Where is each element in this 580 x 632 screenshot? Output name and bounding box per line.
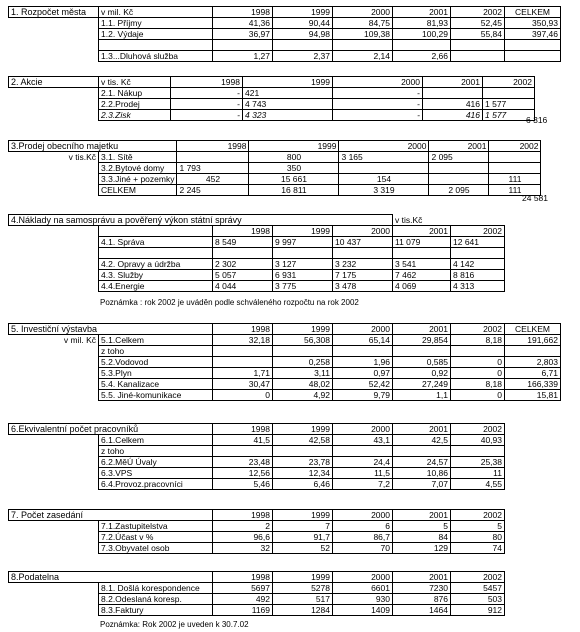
year-header: 2001 xyxy=(393,7,451,18)
year-header: 2001 xyxy=(393,424,451,435)
table-row: 4.1. Správa 8 549 9 997 10 437 11 079 12 641 xyxy=(9,237,505,248)
year-header: 1999 xyxy=(249,141,339,152)
year-header: 1999 xyxy=(273,510,333,521)
section-pracovnici xyxy=(8,423,505,490)
table-row: 6.4.Provoz.pracovníci 5,46 6,46 7,2 7,07 4,55 xyxy=(9,479,505,490)
year-header: 2000 xyxy=(333,324,393,335)
unit-label: v tis. Kč xyxy=(99,77,171,88)
prodej-total: 24 581 xyxy=(522,193,548,203)
akcie-total: 6 316 xyxy=(526,115,548,125)
table-row: 7.2.Účast v % 96,6 91,7 86,7 84 80 xyxy=(9,532,505,543)
unit-label: v mil. Kč xyxy=(99,7,213,18)
year-header: 1998 xyxy=(213,324,273,335)
table-investice xyxy=(8,323,561,401)
table-row: v tis.Kč 3.1. Sítě 800 3 165 2 095 xyxy=(9,152,541,163)
section-naklady xyxy=(8,214,505,292)
table-row: 1.1. Příjmy 41,36 90,44 84,75 81,93 52,45 350,93 xyxy=(9,18,561,29)
table-row: 8.2.Odeslaná koresp. 492 517 930 876 503 xyxy=(9,594,505,605)
section-title: 8.Podatelna xyxy=(9,572,213,583)
table-row: 7.1.Zastupitelstva 2 7 6 5 5 xyxy=(9,521,505,532)
year-header: 2002 xyxy=(483,77,535,88)
unit-label: v tis.Kč xyxy=(68,152,96,163)
total-header: CELKEM xyxy=(505,7,561,18)
year-header: 2000 xyxy=(333,424,393,435)
section-akcie xyxy=(8,76,535,121)
section-title: 5. Investiční výstavba xyxy=(9,324,213,335)
table-row: 7.3.Obyvatel osob 32 52 70 129 74 xyxy=(9,543,505,554)
podatelna-note: Poznámka: Rok 2002 je uveden k 30.7.02 xyxy=(100,620,249,629)
section-title: 7. Počet zasedání xyxy=(9,510,213,521)
unit-label: v tis.Kč xyxy=(395,214,423,225)
table-akcie xyxy=(8,76,535,121)
year-header: 2001 xyxy=(423,77,483,88)
year-header: 2000 xyxy=(333,77,423,88)
table-zasedani xyxy=(8,509,505,554)
year-header: 2000 xyxy=(333,572,393,583)
table-prodej-majetku xyxy=(8,140,541,196)
year-header: 2000 xyxy=(333,510,393,521)
table-naklady xyxy=(8,214,505,292)
table-row: 5.2.Vodovod 0,258 1,96 0,585 0 2,803 xyxy=(9,357,561,368)
table-row: 3.3.Jiné + pozemky 452 15 661 154 111 xyxy=(9,174,541,185)
section-title: 6.Ekvivalentní počet pracovníků xyxy=(9,424,213,435)
section-title: 2. Akcie xyxy=(9,77,99,88)
table-row: z toho xyxy=(9,446,505,457)
table-row: 1.3...Dluhová služba 1,27 2,37 2,14 2,66 xyxy=(9,51,561,62)
total-header: CELKEM xyxy=(505,324,561,335)
year-header: 2001 xyxy=(393,324,451,335)
year-header: 1999 xyxy=(273,7,333,18)
section-investice xyxy=(8,323,561,401)
year-header: 1998 xyxy=(213,7,273,18)
table-row: z toho xyxy=(9,346,561,357)
year-header: 2002 xyxy=(451,7,505,18)
table-podatelna xyxy=(8,571,505,616)
table-row: 5.3.Plyn 1,71 3,11 0,97 0,92 0 6,71 xyxy=(9,368,561,379)
year-header: 2002 xyxy=(451,510,505,521)
year-header: 1999 xyxy=(273,424,333,435)
unit-label: v mil. Kč xyxy=(63,335,96,346)
year-header: 1998 xyxy=(177,141,249,152)
year-header: 2002 xyxy=(451,572,505,583)
year-header: 1998 xyxy=(213,226,273,237)
naklady-note: Poznámka : rok 2002 je uváděn podle schváleného rozpočtu na rok 2002 xyxy=(100,298,359,307)
table-row: 6.3.VPS 12,56 12,34 11,5 10,86 11 xyxy=(9,468,505,479)
year-header: 1999 xyxy=(243,77,333,88)
table-row: 5.4. Kanalizace 30,47 48,02 52,42 27,249 8,18 166,339 xyxy=(9,379,561,390)
table-pracovnici xyxy=(8,423,505,490)
table-row: 4.4.Energie 4 044 3 775 3 478 4 069 4 313 xyxy=(9,281,505,292)
year-header: 1999 xyxy=(273,572,333,583)
table-row: 1.2. Výdaje 36,97 94,98 109,38 100,29 55,84 397,46 xyxy=(9,29,561,40)
section-zasedani xyxy=(8,509,505,554)
table-row: 2.3.Zisk - 4 323 - 416 1 577 xyxy=(9,110,535,121)
table-rozpocet xyxy=(8,6,561,62)
year-header: 2000 xyxy=(333,226,393,237)
year-header: 1998 xyxy=(213,510,273,521)
year-header: 2000 xyxy=(333,7,393,18)
year-header: 2002 xyxy=(451,424,505,435)
year-header: 1998 xyxy=(213,424,273,435)
year-header: 2002 xyxy=(451,226,505,237)
section-prodej-majetku xyxy=(8,140,541,196)
section-title: 3.Prodej obecního majetku xyxy=(9,141,177,152)
section-title: 4.Náklady na samosprávu a pověřený výkon státní správy xyxy=(9,215,393,226)
year-header: 2001 xyxy=(429,141,489,152)
table-row: 8.1. Došlá korespondence 5697 5278 6601 7230 5457 xyxy=(9,583,505,594)
year-header: 2002 xyxy=(451,324,505,335)
table-row: 5.5. Jiné-komunikace 0 4,92 9,79 1,1 0 15,81 xyxy=(9,390,561,401)
table-row: 6.1.Celkem 41,5 42,58 43,1 42,5 40,93 xyxy=(9,435,505,446)
year-header: 2000 xyxy=(339,141,429,152)
table-row: 2.2.Prodej - 4 743 - 416 1 577 xyxy=(9,99,535,110)
year-header: 1998 xyxy=(213,572,273,583)
year-header: 2001 xyxy=(393,510,451,521)
table-row: 3.2.Bytové domy 1 793 350 xyxy=(9,163,541,174)
year-header: 1999 xyxy=(273,324,333,335)
table-row: 4.3. Služby 5 057 6 931 7 175 7 462 8 816 xyxy=(9,270,505,281)
section-podatelna xyxy=(8,571,505,616)
table-row: 4.2. Opravy a údržba 2 302 3 127 3 232 3 541 4 142 xyxy=(9,259,505,270)
section-rozpocet xyxy=(8,6,561,62)
table-row: v mil. Kč 5.1.Celkem 32,18 56,308 65,14 29,854 8,18 191,662 xyxy=(9,335,561,346)
table-row: 8.3.Faktury 1169 1284 1409 1464 912 xyxy=(9,605,505,616)
year-header: 2001 xyxy=(393,226,451,237)
table-row: CELKEM 2 245 16 811 3 319 2 095 111 xyxy=(9,185,541,196)
year-header: 2001 xyxy=(393,572,451,583)
table-row: 6.2.MěÚ Úvaly 23,48 23,78 24,4 24,57 25,38 xyxy=(9,457,505,468)
year-header: 2002 xyxy=(489,141,541,152)
table-row: 2.1. Nákup - 421 - xyxy=(9,88,535,99)
section-title: 1. Rozpočet města xyxy=(9,7,99,18)
year-header: 1998 xyxy=(171,77,243,88)
year-header: 1999 xyxy=(273,226,333,237)
